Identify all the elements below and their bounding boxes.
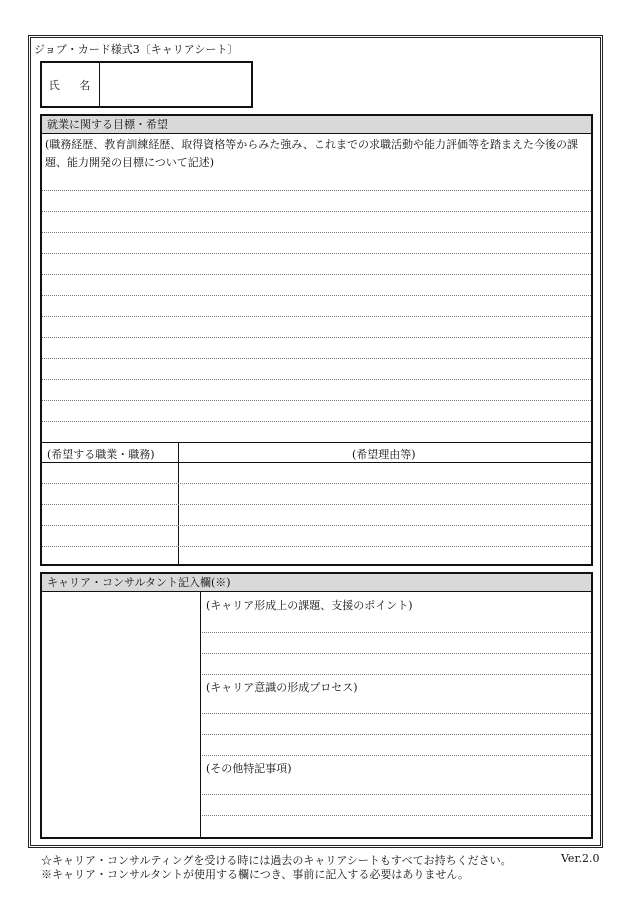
writing-line bbox=[42, 546, 591, 547]
footer-note-2: ※キャリア・コンサルタントが使用する欄につき、事前に記入する必要はありません。 bbox=[41, 868, 470, 881]
writing-line bbox=[42, 211, 591, 212]
employment-instruction: (職務経歴、教育訓練経歴、取得資格等からみた強み、これまでの求職活動や能力評価等を踏まえた今後の課題、能力開発の目標について記述) bbox=[45, 138, 578, 169]
consultant-divider bbox=[200, 592, 201, 837]
writing-line bbox=[42, 274, 591, 275]
writing-line bbox=[42, 400, 591, 401]
consultant-sub1: (キャリア形成上の課題、支援のポイント) bbox=[206, 599, 413, 612]
form-title: ジョブ・カード様式3〔キャリアシート〕 bbox=[34, 43, 239, 56]
writing-line bbox=[42, 316, 591, 317]
employment-goals-section bbox=[40, 114, 593, 566]
consultant-left-cell[interactable] bbox=[42, 592, 200, 837]
subtable-header-rule bbox=[42, 462, 591, 463]
version-label: Ver.2.0 bbox=[561, 852, 600, 865]
writing-line bbox=[202, 815, 591, 816]
footer-note-1: ☆キャリア・コンサルティングを受ける時には過去のキャリアシートもすべてお持ちください。 bbox=[41, 854, 512, 867]
consultant-sub3: (その他特記事項) bbox=[206, 762, 292, 775]
writing-line bbox=[42, 358, 591, 359]
name-input[interactable] bbox=[102, 63, 251, 106]
desired-job-header: (希望する職業・職務) bbox=[47, 448, 155, 461]
employment-section-title: 就業に関する目標・希望 bbox=[42, 116, 591, 134]
consultant-sub2: (キャリア意識の形成プロセス) bbox=[206, 681, 358, 694]
writing-line bbox=[202, 713, 591, 714]
writing-line bbox=[202, 632, 591, 633]
consultant-section bbox=[40, 572, 593, 839]
consultant-section-title: キャリア・コンサルタント記入欄(※) bbox=[42, 574, 591, 592]
name-box bbox=[40, 61, 253, 108]
writing-line bbox=[202, 674, 591, 675]
writing-line bbox=[202, 734, 591, 735]
writing-line bbox=[42, 421, 591, 422]
writing-line bbox=[42, 504, 591, 505]
writing-line bbox=[42, 525, 591, 526]
writing-line bbox=[202, 755, 591, 756]
writing-line bbox=[42, 483, 591, 484]
writing-line bbox=[42, 295, 591, 296]
writing-line bbox=[42, 253, 591, 254]
writing-line bbox=[202, 794, 591, 795]
writing-line bbox=[42, 337, 591, 338]
writing-line bbox=[202, 653, 591, 654]
subtable-top-rule bbox=[42, 442, 591, 443]
writing-line bbox=[42, 190, 591, 191]
writing-line bbox=[42, 232, 591, 233]
writing-line bbox=[42, 379, 591, 380]
name-label: 氏 名 bbox=[42, 63, 100, 106]
reason-header: (希望理由等) bbox=[352, 448, 416, 461]
